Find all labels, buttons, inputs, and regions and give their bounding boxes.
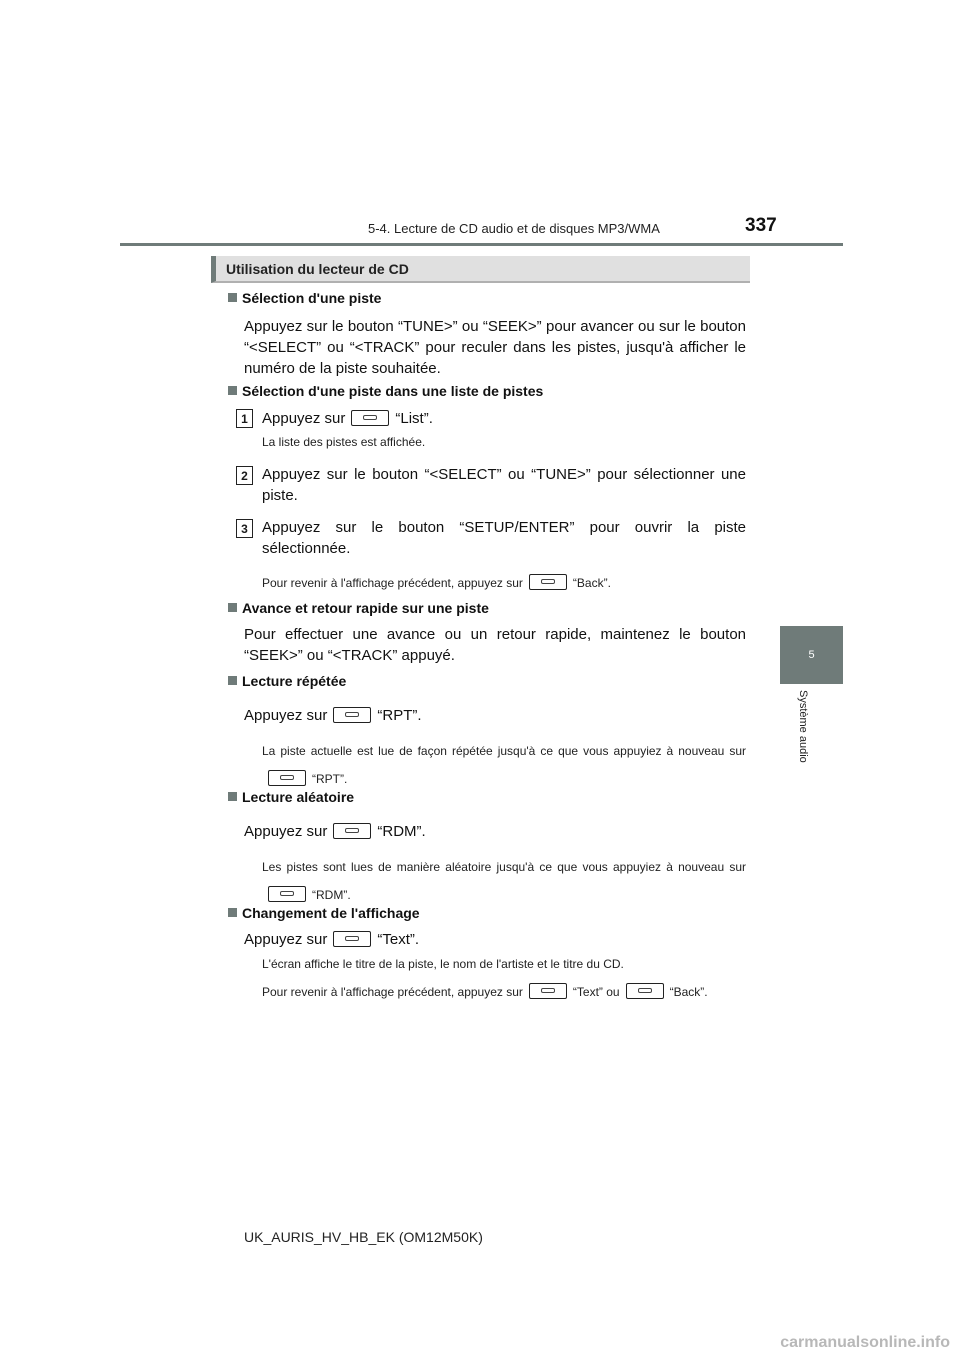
chapter-tab-label [795, 690, 809, 790]
step-1-note: La liste des pistes est affichée. [262, 435, 426, 449]
paragraph-piste: Appuyez sur le bouton “TUNE>” ou “SEEK>” pour avancer ou sur le bouton “<SELECT” ou “<TRACK” pour reculer dans les pistes, jusqu'à afficher le numéro de la piste souhaitée. [244, 318, 746, 377]
step-1: Appuyez sur “List”. [262, 410, 433, 427]
screen-button-icon [529, 983, 567, 999]
chapter-number: 5 [808, 649, 815, 661]
screen-button-icon [333, 707, 371, 723]
step-number-1: 1 [236, 409, 253, 428]
heading-liste: Sélection d'une piste dans une liste de pistes [228, 383, 543, 399]
step-3-note: Pour revenir à l'affichage précédent, appuyez sur “Back”. [262, 576, 611, 590]
chapter-tab [780, 626, 843, 684]
square-bullet-icon [228, 293, 237, 302]
heading-affichage: Changement de l'affichage [228, 905, 420, 921]
paragraph-avance: Pour effectuer une avance ou un retour rapide, maintenez le bouton “SEEK>” ou “<TRACK” appuyé. [244, 626, 746, 664]
paragraph-aleatoire: Appuyez sur “RDM”. [244, 823, 426, 840]
note-affichage-2: Pour revenir à l'affichage précédent, appuyez sur “Text” ou “Back”. [262, 985, 708, 999]
square-bullet-icon [228, 676, 237, 685]
heading-avance: Avance et retour rapide sur une piste [228, 600, 489, 616]
section-title-bar [211, 256, 750, 283]
screen-button-icon [333, 931, 371, 947]
page-number: 337 [745, 215, 777, 236]
heading-aleatoire: Lecture aléatoire [228, 789, 354, 805]
note-affichage-1: L'écran affiche le titre de la piste, le nom de l'artiste et le titre du CD. [262, 957, 624, 971]
screen-button-icon [351, 410, 389, 426]
screen-button-icon [626, 983, 664, 999]
heading-repetee: Lecture répétée [228, 673, 346, 689]
note-repetee: La piste actuelle est lue de façon répétée jusqu'à ce que vous appuyiez à nouveau sur“RPT”. [262, 744, 746, 786]
screen-button-icon [333, 823, 371, 839]
note-aleatoire: Les pistes sont lues de manière aléatoire jusqu'à ce que vous appuyiez à nouveau sur“RDM”. [262, 860, 746, 902]
square-bullet-icon [228, 908, 237, 917]
step-3: Appuyez sur le bouton “SETUP/ENTER” pour ouvrir la piste sélectionnée. [262, 519, 746, 557]
document-code: UK_AURIS_HV_HB_EK (OM12M50K) [244, 1229, 483, 1245]
paragraph-repetee: Appuyez sur “RPT”. [244, 707, 422, 724]
paragraph-affichage: Appuyez sur “Text”. [244, 931, 420, 948]
square-bullet-icon [228, 603, 237, 612]
square-bullet-icon [228, 386, 237, 395]
step-2: Appuyez sur le bouton “<SELECT” ou “TUNE>” pour sélectionner une piste. [262, 466, 746, 504]
step-number-3: 3 [236, 519, 253, 538]
header-divider [120, 243, 843, 246]
running-header-section: 5-4. Lecture de CD audio et de disques MP3/WMA [368, 221, 660, 236]
watermark: carmanualsonline.info [780, 1334, 950, 1351]
chapter-title: Système audio [797, 690, 809, 763]
square-bullet-icon [228, 792, 237, 801]
step-number-2: 2 [236, 466, 253, 485]
screen-button-icon [529, 574, 567, 590]
heading-piste: Sélection d'une piste [228, 290, 381, 306]
screen-button-icon [268, 770, 306, 786]
section-title: Utilisation du lecteur de CD [226, 261, 409, 277]
screen-button-icon [268, 886, 306, 902]
